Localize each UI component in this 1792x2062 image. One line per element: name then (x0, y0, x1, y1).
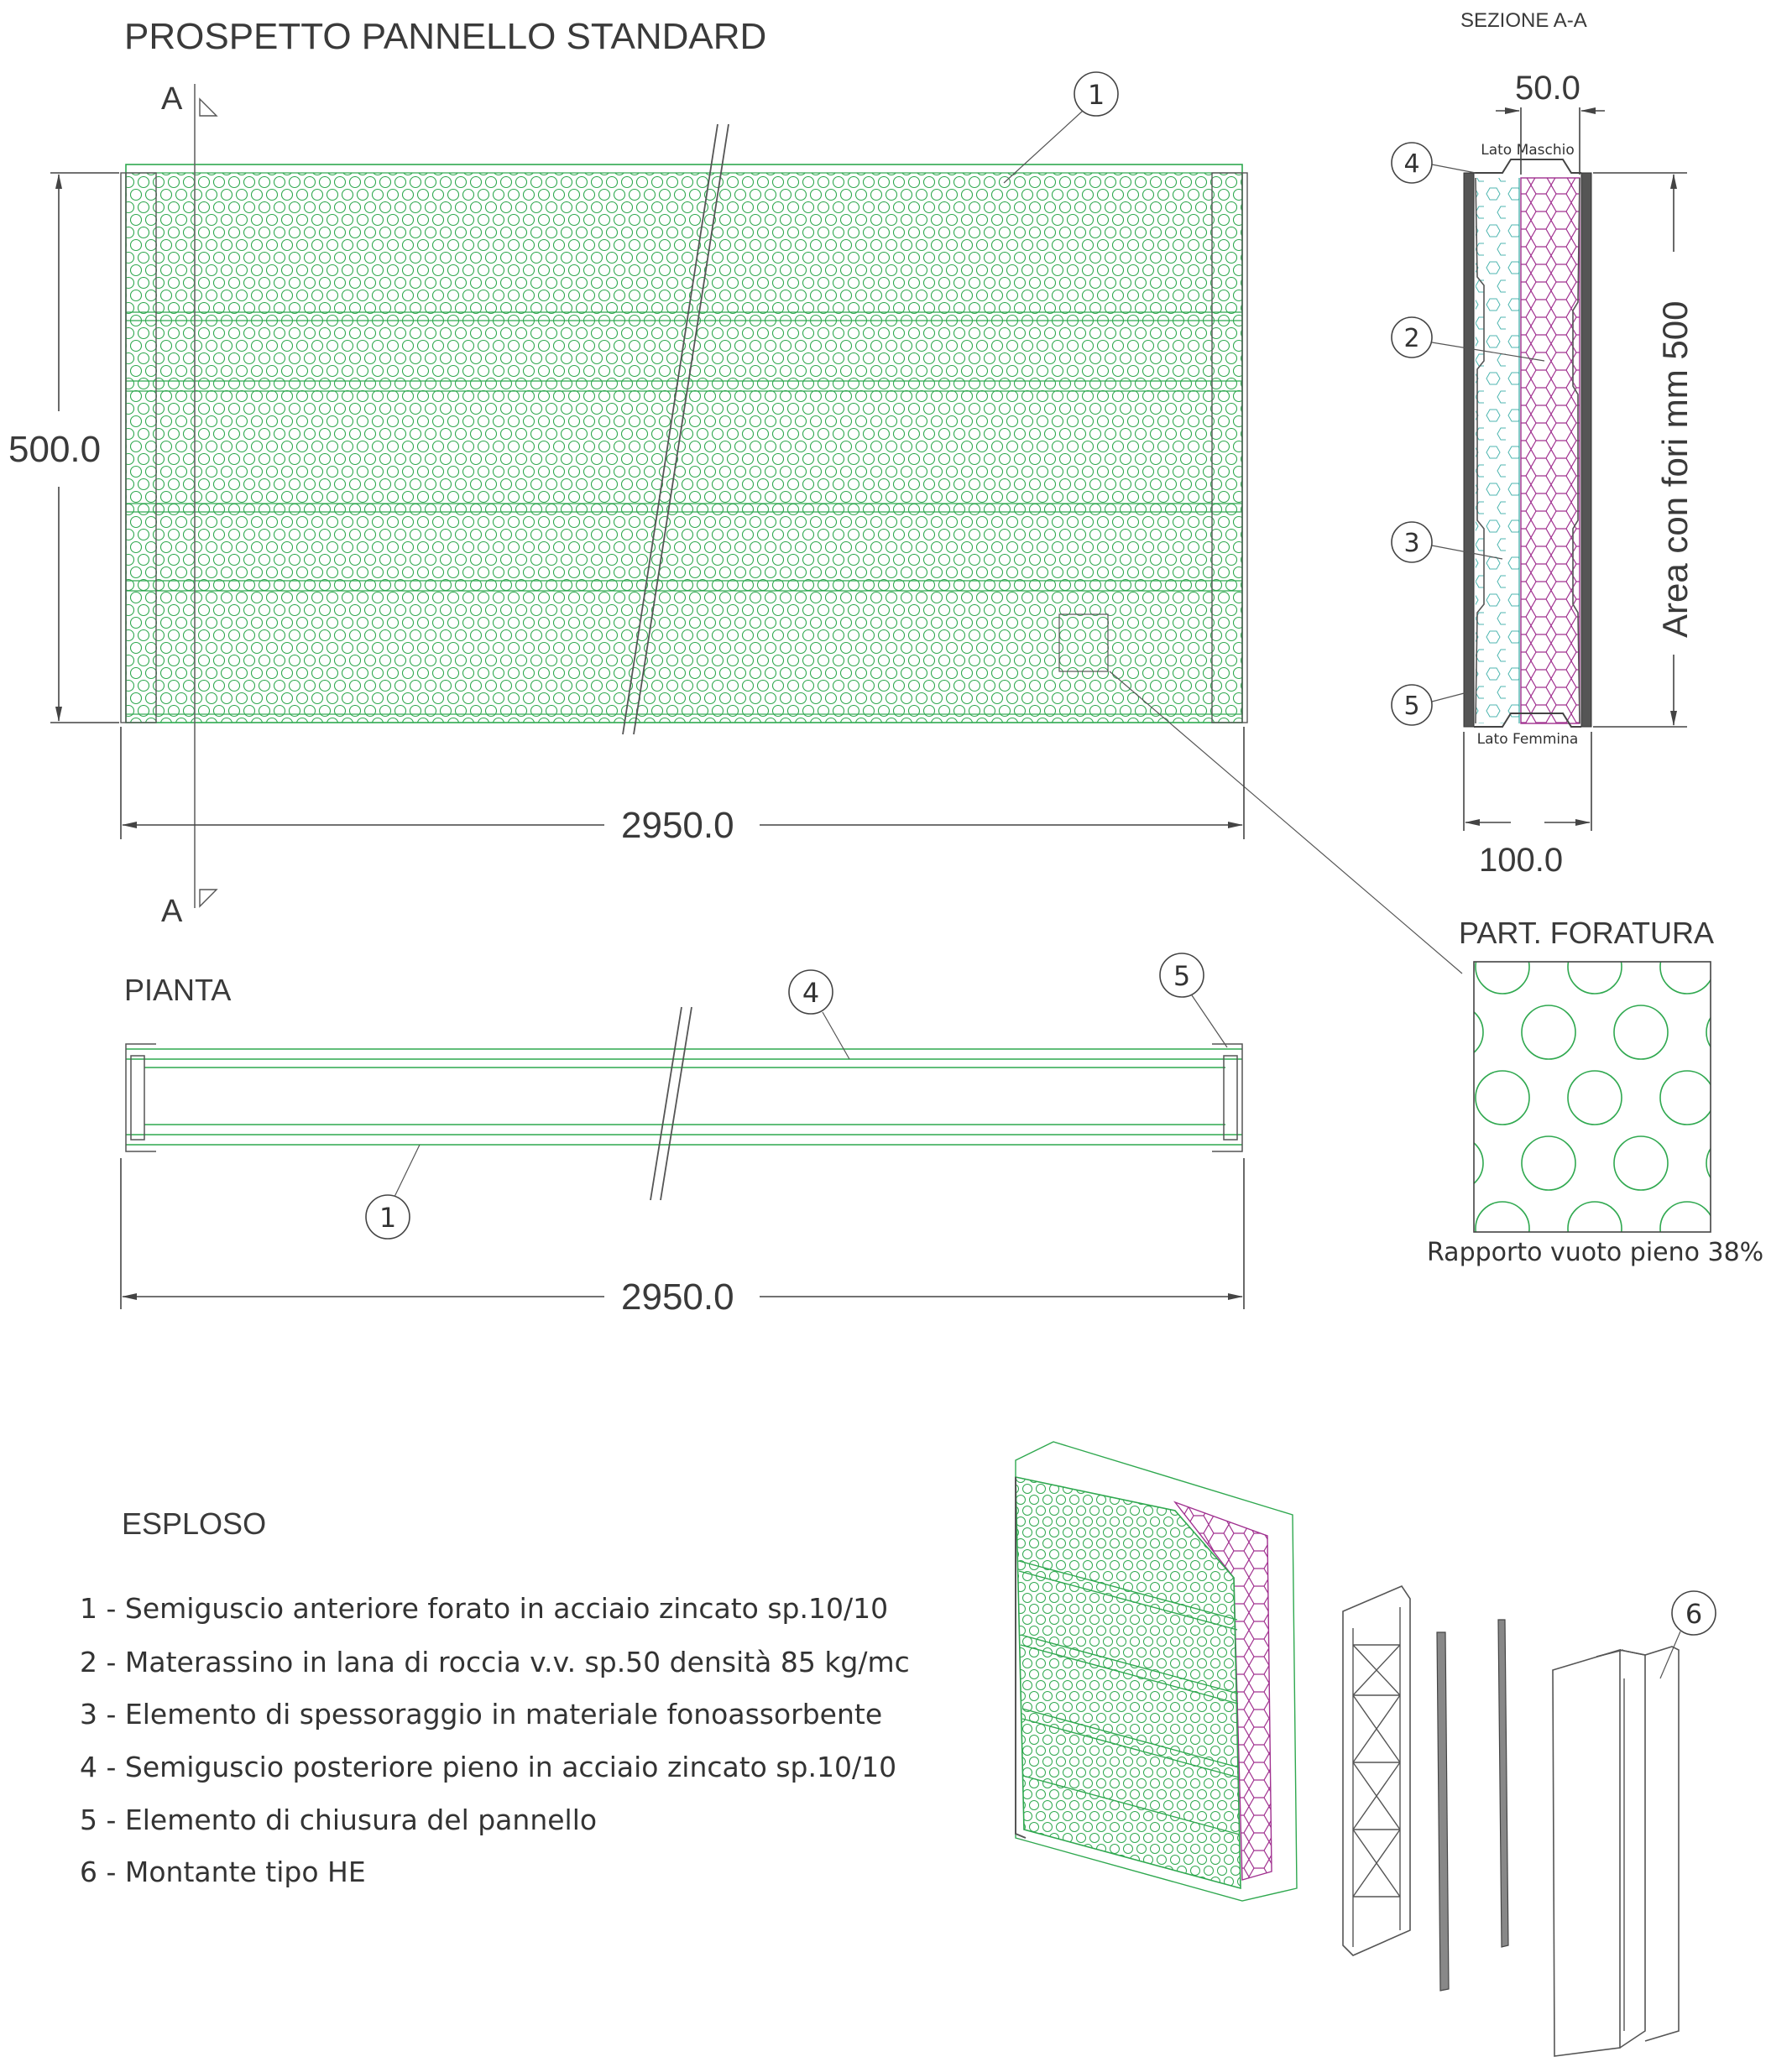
section-mark-bottom: A (161, 894, 183, 929)
svg-text:2: 2 (1403, 324, 1420, 353)
svg-text:1: 1 (379, 1202, 397, 1234)
svg-text:4: 4 (802, 977, 820, 1009)
elevation-width-value: 2950.0 (621, 805, 734, 846)
section-label-bottom: Lato Femmina (1476, 731, 1579, 748)
svg-text:6: 6 (1685, 1598, 1703, 1630)
callout-1-elevation (1004, 72, 1118, 183)
legend-item-5: 5 - Elemento di chiusura del pannello (80, 1804, 598, 1836)
elevation-height-dimension (8, 173, 119, 723)
plan-width-dimension (121, 1158, 1244, 1318)
svg-text:5: 5 (1403, 692, 1420, 721)
section-inner-value: 50.0 (1515, 70, 1580, 107)
callout-5-section (1392, 685, 1471, 725)
legend-item-6: 6 - Montante tipo HE (80, 1856, 366, 1888)
legend-item-3: 3 - Elemento di spessoraggio in materiale fonoassorbente (80, 1698, 883, 1731)
elevation-height-value: 500.0 (8, 429, 102, 470)
section-drawing (1464, 159, 1591, 727)
plan-title: PIANTA (124, 973, 232, 1007)
exploded-panel (1016, 1442, 1297, 1901)
section-mark-top: A (161, 81, 183, 117)
callout-4-plan (789, 970, 849, 1059)
callout-4-section (1392, 143, 1476, 183)
detail-caption: Rapporto vuoto pieno 38% (1427, 1238, 1764, 1267)
callout-1-plan (366, 1145, 420, 1239)
perforation-detail (1429, 940, 1760, 1255)
exploded-title: ESPLOSO (122, 1506, 267, 1541)
svg-text:3: 3 (1403, 529, 1420, 558)
elevation-width-dimension (121, 727, 1244, 846)
section-title: SEZIONE A-A (1460, 9, 1587, 32)
legend-item-1: 1 - Semiguscio anteriore forato in acciaio zincato sp.10/10 (80, 1592, 889, 1625)
section-height-dimension (1593, 173, 1695, 727)
svg-text:4: 4 (1403, 149, 1420, 179)
section-bottom-dimension (1464, 732, 1591, 879)
svg-text:5: 5 (1173, 960, 1191, 992)
area-label: Area con fori mm 500 (1655, 300, 1695, 638)
plan-width-value: 2950.0 (621, 1276, 734, 1318)
legend-item-2: 2 - Materassino in lana di roccia v.v. sp.50 densità 85 kg/mc (80, 1646, 910, 1678)
legend (80, 1592, 910, 1888)
exploded-lattice-closure (1343, 1586, 1410, 1955)
exploded-he-column (1553, 1647, 1679, 2056)
svg-text:1: 1 (1087, 79, 1105, 111)
callout-6-exploded (1660, 1591, 1716, 1678)
detail-title: PART. FORATURA (1459, 916, 1715, 950)
elevation-panel (121, 124, 1462, 974)
exploded-strips (1437, 1620, 1508, 1991)
callout-5-plan (1160, 953, 1227, 1047)
plan-panel (126, 1007, 1242, 1200)
section-total-value: 100.0 (1479, 842, 1564, 879)
legend-item-4: 4 - Semiguscio posteriore pieno in acciaio zincato sp.10/10 (80, 1751, 897, 1783)
section-label-top: Lato Maschio (1481, 142, 1575, 159)
elevation-title: PROSPETTO PANNELLO STANDARD (124, 16, 767, 57)
